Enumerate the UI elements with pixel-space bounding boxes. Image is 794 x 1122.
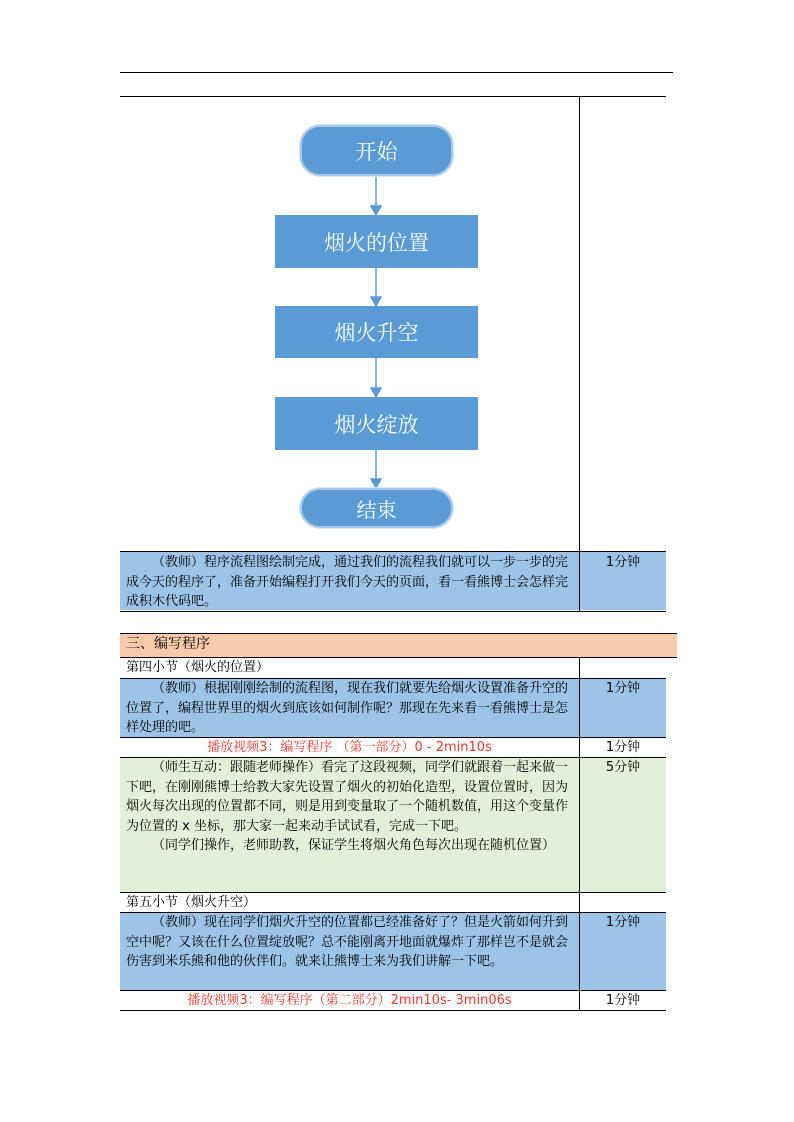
subsection-title: 第五小节（烟火升空） [126,895,257,910]
section-title: 三、编写程序 [126,636,210,652]
subsection-title: 第四小节（烟火的位置） [126,660,270,675]
subsection-row [120,892,666,912]
row-time: 1分钟 [605,993,641,1008]
row-time: 1分钟 [580,679,666,737]
table-row [120,678,666,737]
program-table [120,633,677,1011]
table-column-divider [579,658,580,1011]
header-rule [120,72,673,73]
flow-node-end: 结束 [300,488,453,528]
row-text: （师生互动：跟随老师操作）看完了这段视频，同学们就跟着一起来做一下吧，在刚刚熊博士给教大家先设置了烟火的初始化造型，设置位置时，因为烟火每次出现的位置都不同，则是用到变量取了一个随机数值，用这个变量作为位置的 x 坐标，那大家一起来动手试试看，完成一下吧。 [126,760,569,834]
table-row [120,990,666,1011]
table-row [120,737,666,757]
flow-node-start: 开始 [300,125,453,176]
section-header [120,633,677,658]
row-time: 5分钟 [580,758,666,892]
row-text-block [120,758,579,892]
table-row [120,757,666,892]
row-text: （教师）根据刚刚绘制的流程图，现在我们就要先给烟火设置准备升空的位置了，编程世界里的烟火到底该如何制作呢？那现在先来看一看熊博士是怎样处理的吧。 [120,679,579,737]
row-text-note: （同学们操作，老师助教，保证学生将烟火角色每次出现在随机位置） [152,838,556,853]
flowchart-table [120,96,666,611]
table-row [120,551,666,612]
row-time: 1分钟 [580,913,666,990]
video-label: 播放视频3：编写程序（第二部分）2min10s- 3min06s [187,993,512,1008]
row-time: 1分钟 [605,740,641,755]
flow-node-bloom: 烟火绽放 [275,397,478,450]
row-time: 1分钟 [580,552,666,610]
subsection-row [120,658,666,678]
row-text: （教师）现在同学们烟火升空的位置都已经准备好了？但是火箭如何升到空中呢？又该在什么位置绽放呢？总不能刚离开地面就爆炸了那样岂不是就会伤害到米乐熊和他的伙伴们。就来让熊博士来为我们讲解一下吧。 [120,913,579,990]
table-row [120,912,666,990]
flow-node-position: 烟火的位置 [275,215,478,268]
video-label: 播放视频3：编写程序 （第一部分）0 - 2min10s [207,740,492,755]
row-text: （教师）程序流程图绘制完成，通过我们的流程我们就可以一步一步的完成今天的程序了，准备开始编程打开我们今天的页面，看一看熊博士会怎样完成积木代码吧。 [120,552,579,610]
flow-node-launch: 烟火升空 [275,306,478,358]
